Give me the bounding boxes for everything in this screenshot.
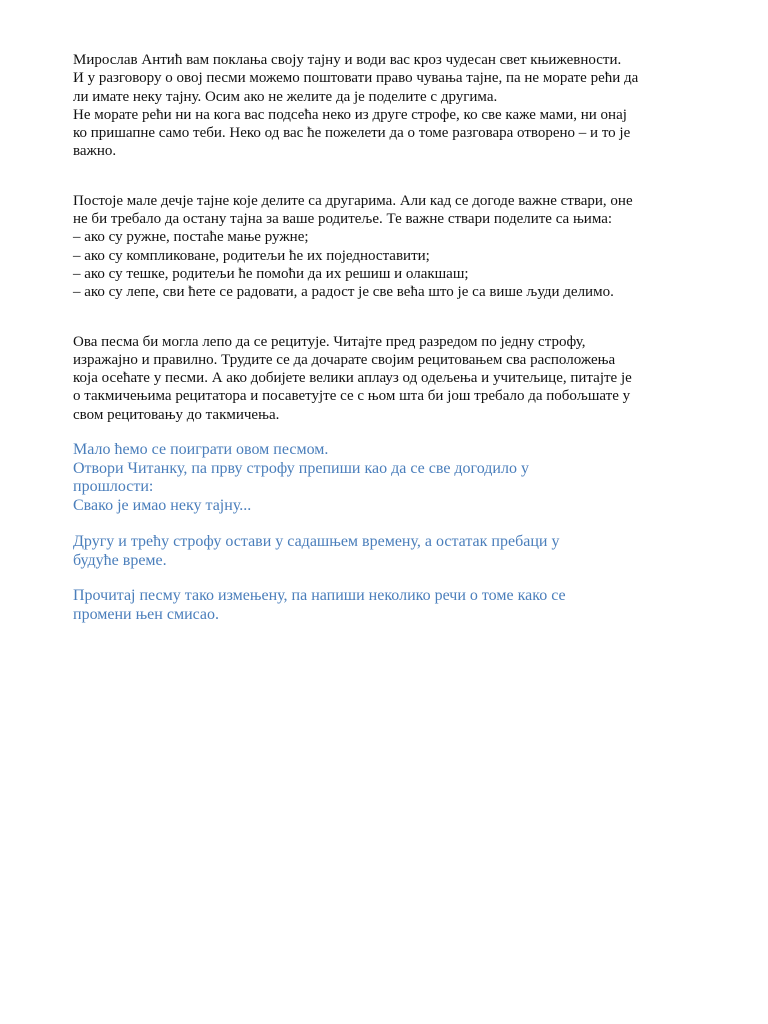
recitation-line: изражајно и правилно. Трудите се да дочарате својим рецитовањем сва расположења	[73, 351, 616, 368]
task-reflect-meaning	[73, 587, 723, 624]
secrets-line: Постоје мале дечје тајне које делите са другарима. Али кад се догоде важне ствари, оне	[73, 192, 633, 209]
secrets-list-item: – ако су ружне, постаће мање ружне;	[73, 229, 309, 246]
task-rewrite-past	[73, 441, 723, 516]
task-rewrite-future	[73, 533, 723, 570]
task-line: будуће време.	[73, 551, 167, 569]
document-page	[73, 51, 723, 625]
recitation-line: о такмичењима рецитатора и посаветујте се с њом шта би још требало да побољшате у	[73, 388, 631, 405]
recitation-paragraph	[73, 333, 723, 424]
intro-paragraph	[73, 51, 723, 161]
secrets-line: не би требало да остану тајна за ваше родитеље. Те важне ствари поделите са њима:	[73, 211, 613, 228]
task-line: Мало ћемо се поиграти овом песмом.	[73, 441, 329, 459]
secrets-list-item: – ако су тешке, родитељи ће помоћи да их решиш и олакшаш;	[73, 265, 469, 282]
task-line: Прочитај песму тако измењену, па напиши неколико речи о томе како се	[73, 587, 566, 605]
recitation-line: која осећате у песми. А ако добијете велики аплауз од одељења и учитељице, питајте је	[73, 370, 632, 387]
intro-line: И у разговору о овој песми можемо поштовати право чувања тајне, па не морате рећи да	[73, 70, 639, 87]
task-line: промени њен смисао.	[73, 605, 220, 623]
secrets-paragraph	[73, 192, 723, 302]
intro-line: важно.	[73, 143, 117, 160]
secrets-list-item: – ако су лепе, сви ћете се радовати, а радост је све већа што је са више људи делимо.	[73, 284, 614, 301]
intro-line: ли имате неку тајну. Осим ако не желите да је поделите с другима.	[73, 88, 498, 105]
secrets-list-item: – ако су компликоване, родитељи ће их поједноставити;	[73, 247, 430, 264]
intro-line: Мирослав Антић вам поклања своју тајну и води вас кроз чудесан свет књижевности.	[73, 52, 622, 68]
task-line: прошлости:	[73, 478, 154, 496]
intro-line: Не морате рећи ни на кога вас подсећа неко из друге строфе, ко све каже мами, ни онај	[73, 106, 627, 123]
recitation-line: Ова песма би могла лепо да се рецитује. Читајте пред разредом по једну строфу,	[73, 333, 586, 350]
intro-line: ко пришапне само теби. Неко од вас ће пожелети да о томе разговара отворено – и то је	[73, 125, 631, 142]
task-line: Свако је имао неку тајну...	[73, 497, 252, 515]
task-line: Другу и трећу строфу остави у садашњем времену, а остатак пребаци у	[73, 532, 560, 550]
recitation-line: свом рецитовању до такмичења.	[73, 406, 280, 423]
task-line: Отвори Читанку, па прву строфу препиши као да се све догодило у	[73, 459, 529, 477]
